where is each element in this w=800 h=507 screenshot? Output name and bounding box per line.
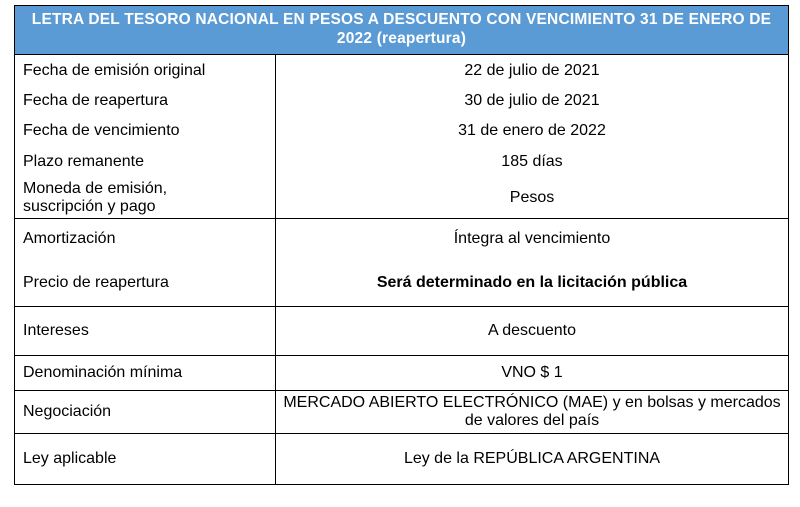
label-law: Ley aplicable	[23, 450, 117, 467]
label-column	[15, 391, 276, 433]
label-currency: Moneda de emisión, suscripción y pago	[23, 180, 168, 215]
label-denomination: Denominación mínima	[23, 364, 183, 381]
value-law: Ley de la REPÚBLICA ARGENTINA	[403, 450, 661, 467]
label-column	[15, 307, 276, 355]
group-negotiation	[15, 391, 788, 434]
label-negotiation: Negociación	[23, 403, 112, 420]
terms-table	[14, 5, 789, 485]
label-reopening-date: Fecha de reapertura	[23, 92, 168, 109]
value-currency: Pesos	[509, 189, 555, 206]
group-amortization	[15, 219, 788, 307]
table-title: LETRA DEL TESORO NACIONAL EN PESOS A DESCUENTO CON VENCIMIENTO 31 DE ENERO DE 2022 (reapertura)	[15, 6, 788, 55]
value-reopening-price: Será determinado en la licitación pública	[376, 273, 688, 291]
label-remaining-term: Plazo remanente	[23, 152, 144, 170]
value-column	[276, 219, 788, 306]
label-reopening-price: Precio de reapertura	[23, 273, 169, 291]
value-column	[276, 391, 788, 433]
group-denomination	[15, 356, 788, 391]
value-column	[276, 55, 788, 218]
value-amortization: Íntegra al vencimiento	[453, 230, 611, 247]
label-column	[15, 55, 276, 218]
label-column	[15, 356, 276, 390]
label-amortization: Amortización	[23, 230, 116, 247]
label-issue-date: Fecha de emisión original	[23, 61, 206, 79]
value-column	[276, 356, 788, 390]
label-column	[15, 219, 276, 306]
value-denomination: VNO $ 1	[501, 364, 563, 381]
group-dates	[15, 55, 788, 219]
label-maturity-date: Fecha de vencimiento	[23, 122, 180, 139]
value-remaining-term: 185 días	[501, 152, 563, 170]
value-interest: A descuento	[487, 322, 577, 339]
value-issue-date: 22 de julio de 2021	[464, 61, 600, 79]
value-negotiation: MERCADO ABIERTO ELECTRÓNICO (MAE) y en bolsas y mercados de valores del país	[283, 394, 781, 429]
value-reopening-date: 30 de julio de 2021	[464, 92, 600, 109]
label-interest: Intereses	[23, 322, 89, 339]
group-interest	[15, 307, 788, 356]
value-column	[276, 434, 788, 484]
value-maturity-date: 31 de enero de 2022	[458, 122, 606, 139]
label-column	[15, 434, 276, 484]
group-law	[15, 434, 788, 484]
value-column	[276, 307, 788, 355]
